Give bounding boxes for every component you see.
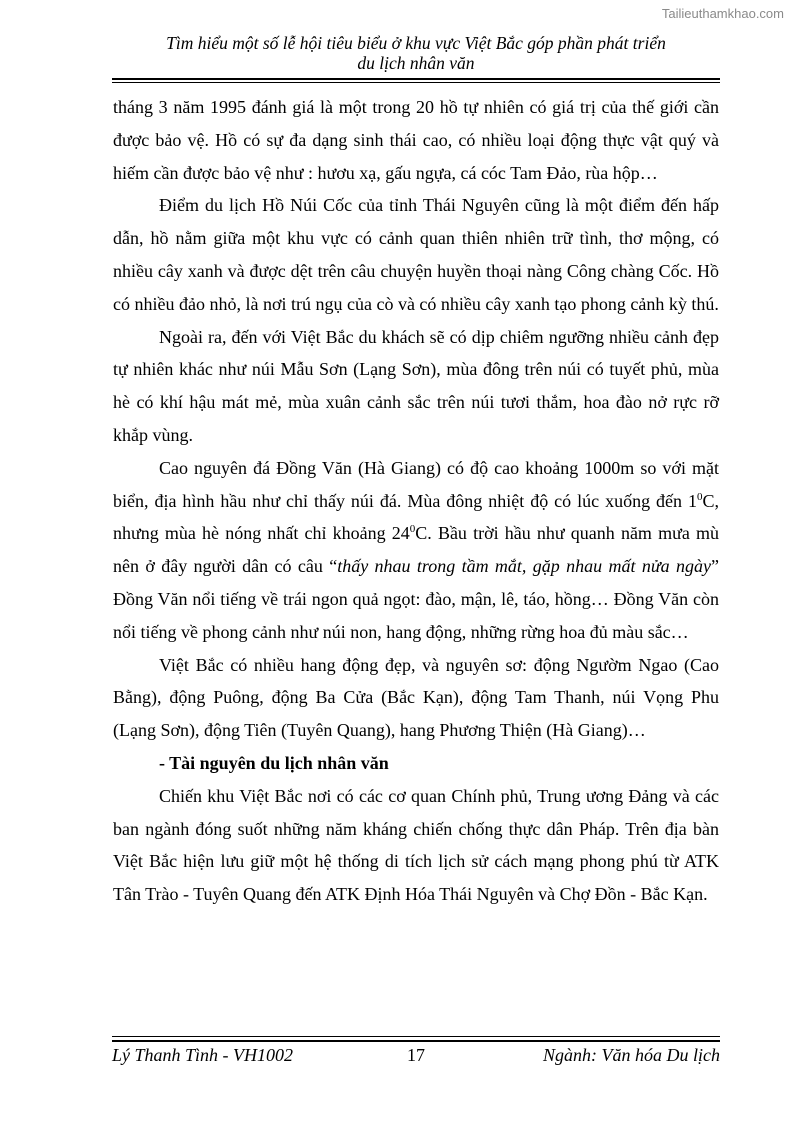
paragraph-4-quote: thấy nhau trong tầm mắt, gặp nhau mất nửa ngày	[337, 556, 711, 577]
paragraph-4-part-d: ” Đồng Văn nổi tiếng về trái ngon quả ngọt: đào, mận, lê, táo, hồng… Đồng Văn còn nổi tiếng về phong cảnh như núi non, hang động, những rừng hoa đủ màu sắc…	[113, 556, 719, 642]
degree-superscript-1: 0	[696, 490, 703, 503]
body-text	[113, 91, 719, 911]
footer-rule	[112, 1040, 720, 1042]
page-footer	[112, 1045, 720, 1069]
paragraph-3: Ngoài ra, đến với Việt Bắc du khách sẽ có dịp chiêm ngưỡng nhiều cảnh đẹp tự nhiên khác như núi Mẫu Sơn (Lạng Sơn), mùa đông trên núi có tuyết phủ, mùa hè có khí hậu mát mẻ, mùa xuân cảnh sắc trên núi tươi thắm, hoa đào nở rực rỡ khắp vùng.	[113, 326, 719, 445]
header-rule-thin	[112, 82, 720, 83]
footer-author: Lý Thanh Tình - VH1002	[112, 1045, 294, 1065]
paragraph-2: Điểm du lịch Hồ Núi Cốc của tỉnh Thái Nguyên cũng là một điểm đến hấp dẫn, hồ nằm giữa một khu vực có cảnh quan thiên nhiên trữ tình, thơ mộng, có nhiều cây xanh và được dệt trên câu chuyện huyền thoại nàng Công chàng Cốc. Hồ có nhiều đảo nhỏ, là nơi trú ngụ của cò và có nhiều cây xanh tạo phong cảnh kỳ thú.	[113, 195, 719, 314]
footer-major: Ngành: Văn hóa Du lịch	[543, 1045, 720, 1065]
paragraph-4-part-b: C, nhưng mùa hè nóng nhất chỉ khoảng 24	[113, 490, 719, 544]
footer-rule-thin	[112, 1036, 720, 1037]
header-title-line-1: Tìm hiểu một số lễ hội tiêu biểu ở khu vực Việt Bắc góp phần phát triển	[166, 33, 666, 53]
paragraph-4-part-c: C. Bầu trời hầu như quanh năm mưa mù nên ở đây người dân có câu “	[113, 523, 719, 577]
section-heading: - Tài nguyên du lịch nhân văn	[159, 752, 389, 773]
paragraph-6: Chiến khu Việt Bắc nơi có các cơ quan Chính phủ, Trung ương Đảng và các ban ngành đóng suốt những năm kháng chiến chống thực dân Pháp. Trên địa bàn Việt Bắc hiện lưu giữ một hệ thống di tích lịch sử cách mạng phong phú từ ATK Tân Trào - Tuyên Quang đến ATK Định Hóa Thái Nguyên và Chợ Đồn - Bắc Kạn.	[113, 785, 719, 905]
paragraph-4	[113, 452, 719, 649]
footer-page-number: 17	[407, 1045, 425, 1065]
watermark: Tailieuthamkhao.com	[661, 6, 784, 21]
paragraph-4-part-a: Cao nguyên đá Đồng Văn (Hà Giang) có độ cao khoảng 1000m so với mặt biển, địa hình hầu như chỉ thấy núi đá. Mùa đông nhiệt độ có lúc xuống đến 1	[113, 457, 719, 511]
header-title-line-2: du lịch nhân văn	[357, 53, 475, 73]
page-header	[112, 33, 720, 73]
paragraph-5: Việt Bắc có nhiều hang động đẹp, và nguyên sơ: động Ngườm Ngao (Cao Bằng), động Puông, động Ba Cửa (Bắc Kạn), động Tam Thanh, núi Vọng Phu (Lạng Sơn), động Tiên (Tuyên Quang), hang Phương Thiện (Hà Giang)…	[113, 654, 719, 741]
paragraph-1: tháng 3 năm 1995 đánh giá là một trong 20 hồ tự nhiên có giá trị của thế giới cần được bảo vệ. Hồ có sự đa dạng sinh thái cao, có nhiều loại động thực vật quý và hiếm cần được bảo vệ như : hươu xạ, gấu ngựa, cá cóc Tam Đảo, rùa hộp…	[113, 97, 719, 183]
degree-superscript-2: 0	[409, 523, 416, 536]
header-rule	[112, 78, 720, 80]
